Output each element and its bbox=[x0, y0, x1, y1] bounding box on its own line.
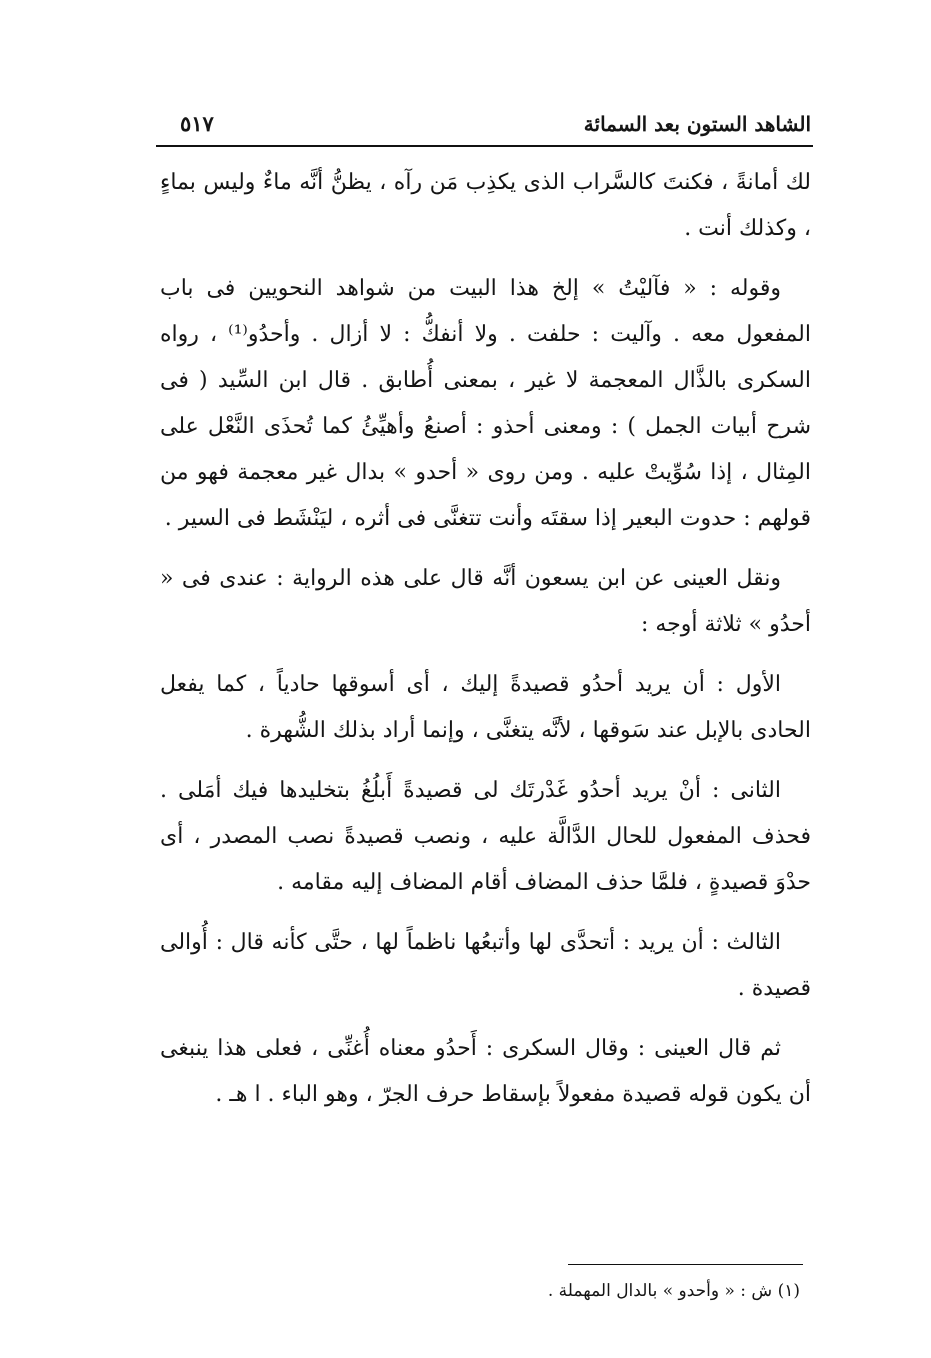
paragraph-commentary: وقوله : « فآليْتُ » إلخ هذا البيت من شواهد النحويين فى باب المفعول معه . وآليت : حلفت . ولا أنفكُّ : لا أزال . وأحدُو⁽¹⁾ ، رواه السكرى بالذَّال المعجمة لا غير ، بمعنى أُطابق . قال ابن السِّيد ( فى شرح أبيات الجمل ) : ومعنى أحذو : أصنعُ وأهيِّئُ كما تُحذَى النَّعْل على المِثال ، إذا سُوِّيتْ عليه . ومن روى « أحدو » بدال غير معجمة فهو من قولهم : حدوت البعير إذا سقتَه وأنت تتغنَّى فى أثره ، ليَنْشَط فى السير . bbox=[160, 276, 812, 531]
footnote-rule bbox=[568, 1264, 803, 1265]
paragraph-second-aspect: الثانى : أنْ يريد أحدُو غَدْرتَك لى قصيدةً أَبلُغُ بتخليدها فيك أمَلى . فحذف المفعول للحال الدَّالَّة عليه ، ونصب قصيدةً نصب المصدر ، أى حدْوَ قصيدةٍ ، فلمَّا حذف المضاف أقام المضاف إليه مقامه . bbox=[160, 778, 811, 895]
running-title: الشاهد الستون بعد السمائة bbox=[583, 112, 811, 136]
paragraph-third-aspect: الثالث : أن يريد : أتحدَّى لها وأتبعُها ناظماً لها ، حتَّى كأنه قال : أُوالى قصيدة . bbox=[160, 930, 811, 1001]
paragraph-continuation: لك أمانةً ، فكنتَ كالسَّراب الذى يكذِب مَن رآه ، يظنُّ أنَّه ماءٌ وليس بماءٍ ، وكذلك أنت . bbox=[160, 170, 811, 241]
paragraph-aini-quote: ونقل العينى عن ابن يسعون أنَّه قال على هذه الرواية : عندى فى « أحدُو » ثلاثة أوجه : bbox=[160, 566, 811, 637]
paragraph-sukkari-quote: ثم قال العينى : وقال السكرى : أَحدُو معناه أُغنِّى ، فعلى هذا ينبغى أن يكون قوله قصيدة مفعولاً بإسقاط حرف الجرّ ، وهو الباء . ا هـ . bbox=[160, 1036, 811, 1107]
header-rule bbox=[156, 145, 813, 147]
footnote: (١) ش : « وأحدو » بالدال المهملة . bbox=[547, 1281, 800, 1301]
page-number: ٥١٧ bbox=[180, 111, 214, 136]
page-header bbox=[160, 106, 811, 142]
paragraph-first-aspect: الأول : أن يريد أحدُو قصيدةً إليك ، أى أسوقها حادياً ، كما يفعل الحادى بالإبل عند سَوقها ، لأنَّه يتغنَّى ، وإنما أراد بذلك الشُّهرة . bbox=[160, 672, 811, 743]
body-text bbox=[160, 160, 811, 1132]
